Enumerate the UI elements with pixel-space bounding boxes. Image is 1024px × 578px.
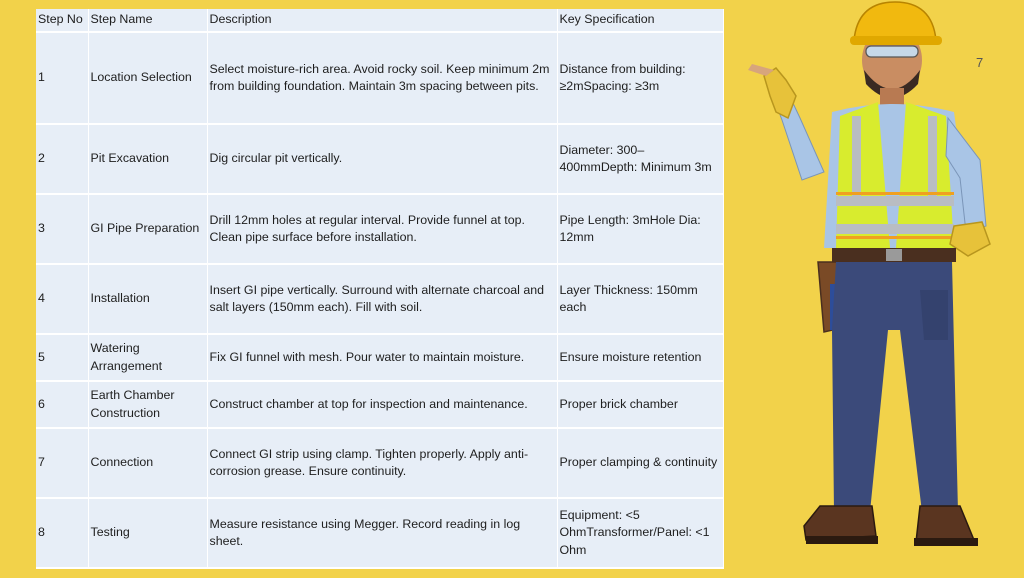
- step-key-specification: Layer Thickness: 150mm each: [557, 264, 723, 334]
- table-header-row: [36, 9, 723, 32]
- step-description: Drill 12mm holes at regular interval. Provide funnel at top. Clean pipe surface before installation.: [207, 194, 557, 264]
- step-number: 2: [36, 124, 88, 194]
- step-key-specification: Diameter: 300–400mmDepth: Minimum 3m: [557, 124, 723, 194]
- step-number: 3: [36, 194, 88, 264]
- step-key-specification: Ensure moisture retention: [557, 334, 723, 381]
- step-name: Watering Arrangement: [88, 334, 207, 381]
- header-step-no: Step No: [36, 9, 88, 32]
- step-key-specification: Pipe Length: 3mHole Dia: 12mm: [557, 194, 723, 264]
- step-name: GI Pipe Preparation: [88, 194, 207, 264]
- step-description: Construct chamber at top for inspection and maintenance.: [207, 381, 557, 428]
- step-name: Earth Chamber Construction: [88, 381, 207, 428]
- step-description: Fix GI funnel with mesh. Pour water to maintain moisture.: [207, 334, 557, 381]
- table-row: [36, 334, 723, 381]
- step-number: 5: [36, 334, 88, 381]
- header-key-specification: Key Specification: [557, 9, 723, 32]
- step-name: Testing: [88, 498, 207, 568]
- table-row: [36, 194, 723, 264]
- step-description: Select moisture-rich area. Avoid rocky soil. Keep minimum 2m from building foundation. Maintain 3m spacing between pits.: [207, 32, 557, 124]
- step-description: Insert GI pipe vertically. Surround with alternate charcoal and salt layers (150mm each). Fill with soil.: [207, 264, 557, 334]
- step-name: Pit Excavation: [88, 124, 207, 194]
- page-number: 7: [976, 55, 984, 70]
- step-description: Connect GI strip using clamp. Tighten properly. Apply anti-corrosion grease. Ensure continuity.: [207, 428, 557, 498]
- step-key-specification: Distance from building: ≥2mSpacing: ≥3m: [557, 32, 723, 124]
- procedure-table: [36, 9, 724, 569]
- step-number: 8: [36, 498, 88, 568]
- table-row: [36, 498, 723, 568]
- header-step-name: Step Name: [88, 9, 207, 32]
- step-name: Installation: [88, 264, 207, 334]
- header-description: Description: [207, 9, 557, 32]
- step-key-specification: Proper clamping & continuity: [557, 428, 723, 498]
- procedure-table-panel: [36, 9, 723, 569]
- step-key-specification: Equipment: <5 OhmTransformer/Panel: <1 Ohm: [557, 498, 723, 568]
- table-row: [36, 124, 723, 194]
- step-number: 4: [36, 264, 88, 334]
- construction-worker-icon: [740, 0, 1024, 578]
- step-name: Connection: [88, 428, 207, 498]
- table-row: [36, 32, 723, 124]
- table-row: [36, 381, 723, 428]
- step-name: Location Selection: [88, 32, 207, 124]
- table-row: [36, 264, 723, 334]
- step-description: Measure resistance using Megger. Record reading in log sheet.: [207, 498, 557, 568]
- table-row: [36, 428, 723, 498]
- step-number: 6: [36, 381, 88, 428]
- step-number: 7: [36, 428, 88, 498]
- step-description: Dig circular pit vertically.: [207, 124, 557, 194]
- step-key-specification: Proper brick chamber: [557, 381, 723, 428]
- step-number: 1: [36, 32, 88, 124]
